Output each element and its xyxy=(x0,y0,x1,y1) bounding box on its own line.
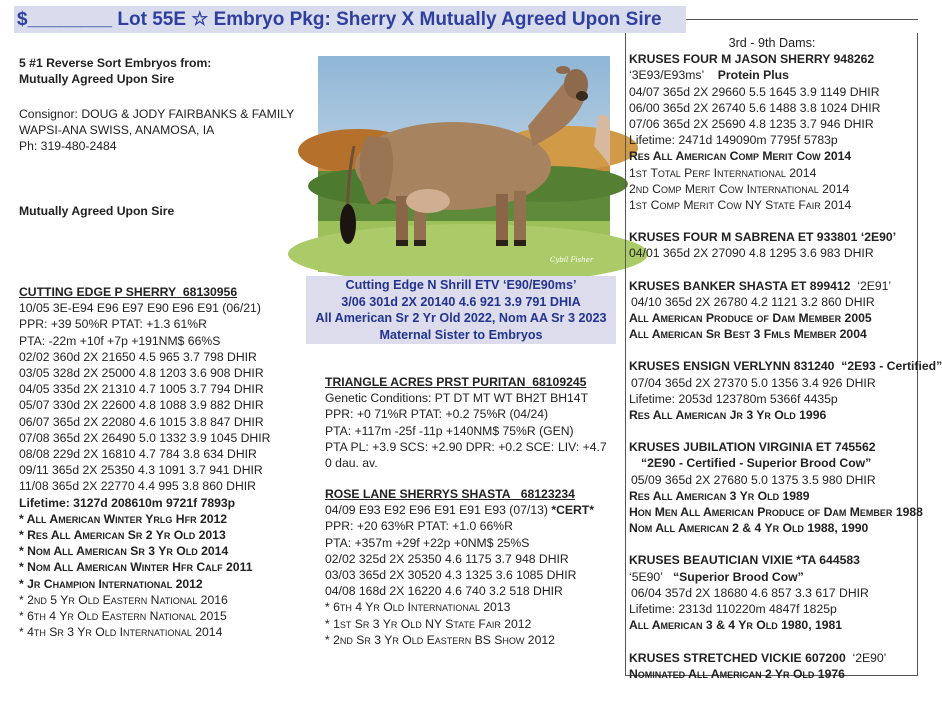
sherry-line: 03/05 328d 2X 25000 4.8 1203 3.6 908 DHIR xyxy=(19,366,264,381)
vixie-award: All American 3 & 4 Yr Old 1980, 1981 xyxy=(629,618,843,633)
jason-score-line xyxy=(629,67,915,83)
vixie-line: Lifetime: 2313d 110220m 4847f 1825p xyxy=(629,602,837,617)
sherry-award: * 4th Sr 3 Yr Old International 2014 xyxy=(19,625,223,640)
verlynn-line: 07/04 365d 2X 27370 5.0 1356 3.4 926 DHIR xyxy=(631,375,876,390)
vickie-award: Nominated All American 2 Yr Old 1976 xyxy=(629,666,845,681)
puritan-block xyxy=(325,374,607,471)
jason-award: 1st Total Perf International 2014 xyxy=(629,165,817,180)
vixie-score: ‘5E90’ xyxy=(629,569,663,584)
sire-label: Mutually Agreed Upon Sire xyxy=(19,204,175,218)
sherry-line: 04/05 335d 2X 21310 4.7 1005 3.7 794 DHIR xyxy=(19,382,264,397)
banker-title xyxy=(629,278,915,294)
shasta-line: 02/02 325d 2X 25350 4.6 1175 3.7 948 DHIR xyxy=(325,551,569,566)
shasta-block xyxy=(325,486,594,648)
shasta-line: PPR: +20 63%R PTAT: +1.0 66%R xyxy=(325,519,513,534)
virginia-score: “2E90 - Certified - Superior Brood Cow” xyxy=(641,456,872,471)
puritan-title xyxy=(325,374,588,390)
dams-column xyxy=(629,35,942,682)
sherry-line: 11/08 365d 2X 22770 4.4 995 3.8 860 DHIR xyxy=(19,479,256,494)
sherry-award: * 2nd 5 Yr Old Eastern National 2016 xyxy=(19,592,228,607)
sabrena-name: KRUSES FOUR M SABRENA ET 933801 ‘2E90’ xyxy=(629,230,897,245)
shasta-classification: 04/09 E93 E92 E96 E91 E91 E93 (07/13) xyxy=(325,503,548,518)
vixie-tag: “Superior Brood Cow” xyxy=(673,569,804,584)
sherry-line: 02/02 360d 2X 21650 4.5 965 3.7 798 DHIR xyxy=(19,349,257,364)
shasta-line: 03/03 365d 2X 30520 4.3 1325 3.6 1085 DHIR xyxy=(325,568,577,583)
caption-line4: Maternal Sister to Embryos xyxy=(379,327,543,342)
vixie-score-line xyxy=(629,569,915,585)
verlynn-award: Res All American Jr 3 Yr Old 1996 xyxy=(629,408,827,423)
consignor-block xyxy=(19,106,294,155)
sherry-line: PPR: +39 50%R PTAT: +1.3 61%R xyxy=(19,317,207,332)
puritan-line: 0 dau. av. xyxy=(325,456,378,471)
sherry-line: 08/08 229d 2X 16810 4.7 784 3.8 634 DHIR xyxy=(19,447,257,462)
sherry-line: 07/08 365d 2X 26490 5.0 1332 3.9 1045 DHIR xyxy=(19,430,271,445)
sherry-line: 05/07 330d 2X 22600 4.8 1088 3.9 882 DHIR xyxy=(19,398,264,413)
shasta-award: * 6th 4 Yr Old International 2013 xyxy=(325,600,511,615)
vixie-name: KRUSES BEAUTICIAN VIXIE *TA 644583 xyxy=(629,553,860,568)
caption-line2: 3/06 301d 2X 20140 4.6 921 3.9 791 DHIA xyxy=(341,294,581,309)
puritan-liv: LIV: +4.7 xyxy=(558,439,607,454)
virginia-award: Nom All American 2 & 4 Yr Old 1988, 1990 xyxy=(629,521,869,536)
sherry-award: * 6th 4 Yr Old Eastern National 2015 xyxy=(19,609,227,624)
consignor-farm: WAPSI-ANA SWISS, ANAMOSA, IA xyxy=(19,123,215,138)
vickie-score: ‘2E90’ xyxy=(852,650,887,665)
lot-title: $________ Lot 55E ☆ Embryo Pkg: Sherry X Mutually Agreed Upon Sire xyxy=(17,9,662,30)
shasta-line: 04/08 168d 2X 16220 4.6 740 3.2 518 DHIR xyxy=(325,584,563,599)
jason-line: 07/06 365d 2X 25690 4.8 1235 3.7 946 DHIR xyxy=(629,117,874,132)
puritan-name: TRIANGLE ACRES PRST PURITAN xyxy=(325,375,526,389)
jason-score: ‘3E93/E93ms’ xyxy=(629,68,705,83)
shasta-award: * 1st Sr 3 Yr Old NY State Fair 2012 xyxy=(325,616,532,631)
banker-name: KRUSES BANKER SHASTA ET 899412 xyxy=(629,278,851,293)
puritan-reg: 68109245 xyxy=(532,375,587,389)
cow-photo xyxy=(318,56,610,272)
sherry-reg: 68130956 xyxy=(182,285,238,299)
virginia-award: Hon Men All American Produce of Dam Member 1988 xyxy=(629,505,923,520)
shasta-reg: 68123234 xyxy=(520,487,575,501)
sherry-line: 09/11 365d 2X 25350 4.3 1091 3.7 941 DHIR xyxy=(19,463,263,478)
puritan-line: Genetic Conditions: PT DT MT WT BH2T BH14T xyxy=(325,391,589,406)
sherry-award: * Res All American Sr 2 Yr Old 2013 xyxy=(19,528,226,543)
sherry-award: * All American Winter Yrlg Hfr 2012 xyxy=(19,511,228,526)
photo-caption xyxy=(306,276,616,344)
dams-heading: 3rd - 9th Dams: xyxy=(728,36,816,50)
lot-header xyxy=(14,6,686,33)
sherry-award: * Nom All American Winter Hfr Calf 2011 xyxy=(19,560,253,575)
consignor-name: Consignor: DOUG & JODY FAIRBANKS & FAMILY xyxy=(19,107,295,121)
intro-block xyxy=(19,55,211,87)
jason-line: 04/07 365d 2X 29660 5.5 1645 3.9 1149 DHIR xyxy=(629,84,880,99)
header-rule xyxy=(686,19,918,20)
vickie-name: KRUSES STRETCHED VICKIE 607200 xyxy=(629,650,846,665)
consignor-phone: Ph: 319-480-2484 xyxy=(19,139,117,154)
puritan-pta-pl: PTA PL: +3.9 SCS: +2.90 DPR: +0.2 SCE: xyxy=(325,439,555,454)
sherry-title xyxy=(19,284,270,300)
sherry-award: * Nom All American Sr 3 Yr Old 2014 xyxy=(19,544,229,559)
sherry-line: PTA: -22m +10f +7p +191NM$ 66%S xyxy=(19,333,221,348)
verlynn-line: Lifetime: 2053d 123780m 5366f 4435p xyxy=(629,391,838,406)
jason-award: 1st Comp Merit Cow NY State Fair 2014 xyxy=(629,198,852,213)
caption-line1: Cutting Edge N Shrill ETV ‘E90/E90ms’ xyxy=(345,278,577,292)
vickie-title xyxy=(629,650,915,666)
verlynn-name: KRUSES ENSIGN VERLYNN 831240 xyxy=(629,359,835,374)
sherry-line: 06/07 365d 2X 22080 4.6 1015 3.8 847 DHIR xyxy=(19,414,264,429)
shasta-name: ROSE LANE SHERRYS SHASTA xyxy=(325,487,511,501)
banker-score: ‘2E91’ xyxy=(857,278,892,293)
caption-line3: All American Sr 2 Yr Old 2022, Nom AA Sr 3 2023 xyxy=(315,311,607,326)
shasta-title xyxy=(325,486,594,502)
shasta-line xyxy=(325,502,594,518)
jason-name: KRUSES FOUR M JASON SHERRY 948262 xyxy=(629,52,875,67)
sherry-lifetime: Lifetime: 3127d 208610m 9721f 7893p xyxy=(19,495,236,510)
vixie-line: 06/04 357d 2X 18680 4.6 857 3.3 617 DHIR xyxy=(631,585,869,600)
puritan-line: PTA: +117m -25f -11p +140NM$ 75%R (GEN) xyxy=(325,423,574,438)
banker-award: All American Produce of Dam Member 2005 xyxy=(629,311,872,326)
jason-award: 2nd Comp Merit Cow International 2014 xyxy=(629,181,850,196)
virginia-name: KRUSES JUBILATION VIRGINIA ET 745562 xyxy=(629,440,876,455)
jason-line: Lifetime: 2471d 149090m 7795f 5783p xyxy=(629,133,838,148)
sherry-name: CUTTING EDGE P SHERRY xyxy=(19,285,177,299)
puritan-line: PPR: +0 71%R PTAT: +0.2 75%R (04/24) xyxy=(325,407,549,422)
photo-signature: Cybil Fisher xyxy=(550,256,594,264)
verlynn-score: “2E93 - Certified” xyxy=(841,359,942,374)
intro-line2: Mutually Agreed Upon Sire xyxy=(19,72,175,87)
sherry-award: * Jr Champion International 2012 xyxy=(19,576,203,591)
sherry-line: 10/05 3E-E94 E96 E97 E90 E96 E91 (06/21) xyxy=(19,301,261,316)
shasta-award: * 2nd Sr 3 Yr Old Eastern BS Show 2012 xyxy=(325,632,555,647)
shasta-cert: *CERT* xyxy=(551,503,594,518)
jason-award: Res All American Comp Merit Cow 2014 xyxy=(629,149,852,164)
jason-tag: Protein Plus xyxy=(717,68,789,83)
jason-line: 06/00 365d 2X 26740 5.6 1488 3.8 1024 DHIR xyxy=(629,100,881,115)
intro-line1: 5 #1 Reverse Sort Embryos from: xyxy=(19,56,212,70)
sabrena-line: 04/01 365d 2X 27090 4.8 1295 3.6 983 DHIR xyxy=(629,246,874,261)
shasta-line: PTA: +357m +29f +22p +0NM$ 25%S xyxy=(325,535,530,550)
verlynn-title xyxy=(629,358,942,374)
banker-line: 04/10 365d 2X 26780 4.2 1121 3.2 860 DHIR xyxy=(631,294,875,309)
virginia-line: 05/09 365d 2X 27680 5.0 1375 3.5 980 DHIR xyxy=(631,472,876,487)
virginia-award: Res All American 3 Yr Old 1989 xyxy=(629,488,810,503)
sherry-block xyxy=(19,284,270,640)
puritan-line xyxy=(325,439,607,455)
banker-award: All American Sr Best 3 Fmls Member 2004 xyxy=(629,327,867,342)
